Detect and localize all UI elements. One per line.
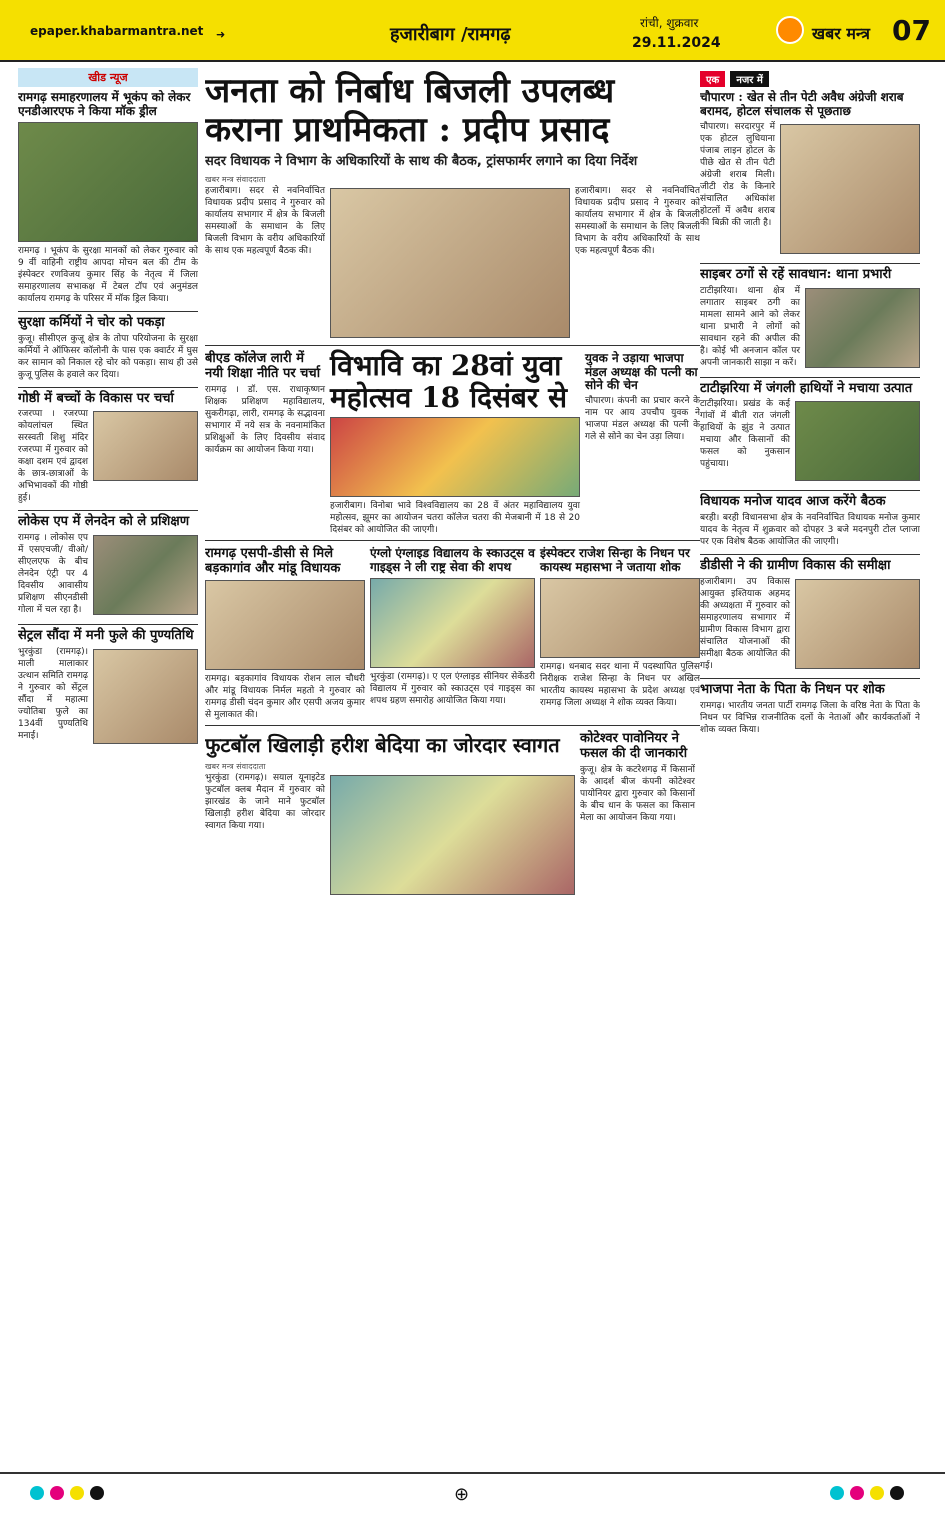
cursor-icon: ➜ xyxy=(216,28,226,41)
site-url[interactable]: epaper.khabarmantra.net xyxy=(30,24,204,38)
brand-logo-icon xyxy=(776,16,804,44)
story-body: बरही। बरही विधानसभा क्षेत्र के नवनिर्वाचित विधायक मनोज कुमार यादव के नेतृत्व में शुक्रवार को दोपहर 3 बजे मदनपुरी टोल प्लाजा पर एक विशेष बैठक आयोजित की जाएगी। xyxy=(700,513,920,548)
story-body: रामगढ़ । डॉ. एस. राधाकृष्णन शिक्षक प्रशिक्षण महाविद्यालय, सुकरीगढ़ा, लारी, रामगढ़ के सद्भावना सभागार में नये सत्र के नवनामांकित प्रशिक्षुओं के लिए दिवसीय संवाद कार्यक्रम का आयोजन किया गया। xyxy=(205,384,325,455)
story-headline: लोकेस एप में लेनदेन को ले प्रशिक्षण xyxy=(18,514,190,530)
lead-headline[interactable]: जनता को निर्बाध बिजली उपलब्ध कराना प्राथमिकता : प्रदीप प्रसाद xyxy=(205,71,615,151)
story-photo xyxy=(805,288,920,368)
story-headline: फुटबॉल खिलाड़ी हरीश बेदिया का जोरदार स्वागत xyxy=(205,733,560,758)
story-headline: साइबर ठगों से रहें सावधान: थाना प्रभारी xyxy=(700,266,892,282)
story-photo xyxy=(330,775,575,895)
main-column xyxy=(205,68,700,1468)
story-photo xyxy=(18,122,198,242)
story-headline: एंग्लो एंग्लाइड विद्यालय के स्काउट्स व गाइड्स ने ली राष्ट्र सेवा की शपथ xyxy=(370,546,535,574)
footer-colorbar xyxy=(0,1472,945,1517)
color-dot xyxy=(890,1486,904,1500)
story-body: टाटीझरिया। थाना क्षेत्र में लगातार साइबर ठगी का मामला सामने आने को लेकर थाना प्रभारी ने लोगों को सावधान रहने की अपील की है। कोई भी अनजान कॉल पर अपनी जानकारी साझा न करें। xyxy=(700,285,800,368)
color-dot xyxy=(870,1486,884,1500)
story-photo xyxy=(93,649,198,744)
story-headline: सेट्रल सौंदा में मनी फुले की पुण्यतिथि xyxy=(18,628,194,644)
story-body: भुरकुंडा (रामगढ़)। माली मालाकार उत्थान समिति रामगढ़ ने गुरुवार को सेंट्रल सौंदा में महात्मा ज्योतिबा फुले का 134वीं पुण्यतिथि मनाई। xyxy=(18,647,88,742)
color-dot xyxy=(50,1486,64,1500)
page-number: 07 xyxy=(892,14,931,47)
story-headline: बीएड कॉलेज लारी में नयी शिक्षा नीति पर चर्चा xyxy=(205,350,321,381)
story-byline: खबर मन्त्र संवाददाता xyxy=(205,762,266,772)
story-bjp-condolence[interactable] xyxy=(700,683,920,736)
story-headline: विभावि का 28वां युवा महोत्सव 18 दिसंबर से xyxy=(330,348,567,414)
story-body: चौपारण। सरदारपुर में एक होटल लुधियाना पंजाब लाइन होटल के पीछे खेत से तीन पेटी अंग्रेजी शराब मिली। जीटी रोड के किनारे संचालित अधिकांश होटलों में अवैध शराब की बिक्री की जाती है। xyxy=(700,121,775,228)
story-body: रामगढ़ । भूकंप के सुरक्षा मानकों को लेकर गुरुवार को 9 वीं वाहिनी राष्ट्रीय आपदा मोचन बल की टीम के इंस्पेक्टर रणविजय कुमार सिंह के नेतृत्व में जिला समाहरणालय सभाकक्ष में टेबल टॉप एवं अनुमंडल कार्यालय रामगढ़ के परिसर में मॉक ड्रिल किया। xyxy=(18,245,198,304)
city-day: रांची, शुक्रवार xyxy=(640,16,699,30)
story-scouts[interactable] xyxy=(370,545,535,721)
story-headline: गोष्ठी में बच्चों के विकास पर चर्चा xyxy=(18,390,174,406)
story-headline: रामगढ़ एसपी-डीसी से मिले बड़कागांव और मांडू विधायक xyxy=(205,546,341,577)
story-photo xyxy=(795,579,920,669)
lead-body: हजारीबाग। सदर से नवनिर्वाचित विधायक प्रदीप प्रसाद ने गुरुवार को कार्यालय सभागार में क्षेत्र के बिजली समस्याओं के समाधान के लिए बिजली विभाग के वरीय अधिकारियों के साथ एक महत्वपूर्ण बैठक की। xyxy=(205,185,325,256)
story-ddc-review[interactable] xyxy=(700,559,920,672)
masthead xyxy=(0,0,945,62)
story-photo xyxy=(540,578,700,658)
story-body: कुजू। सीसीएल कुजू क्षेत्र के तोपा परियोजना के सुरक्षा कर्मियों ने ऑफिसर कॉलोनी के पास एक क्वार्टर में घुस कर सामान को निकाल रहे चोर को पकड़ा। साथ ही उसे कुजू पुलिस के हवाले कर दिया। xyxy=(18,333,198,380)
story-chain-snatching[interactable] xyxy=(585,350,700,536)
story-elephants[interactable] xyxy=(700,382,920,485)
lead-photo xyxy=(330,188,570,338)
story-body: रामगढ़। भारतीय जनता पार्टी रामगढ़ जिला के वरिष्ठ नेता के पिता के निधन पर विभिन्न राजनीतिक दलों के नेताओं और कार्यकर्ताओं ने शोक व्यक्त किया। xyxy=(700,701,920,736)
story-body: रामगढ़ । लोकोस एप में एसएचजी/ वीओ/ सीएलएफ के बीच लेनदेन एंट्री पर 4 दिवसीय आवासीय प्रशिक्षण सीएनडीसी गोला में चल रहा है। xyxy=(18,533,88,616)
story-headline: कोटेश्वर पावोनियर ने फसल की दी जानकारी xyxy=(580,731,688,761)
registration-mark-icon: ⊕ xyxy=(454,1484,470,1505)
story-headline: सुरक्षा कर्मियों ने चोर को पकड़ा xyxy=(18,314,165,330)
story-youth-festival[interactable] xyxy=(330,350,580,536)
story-body: रामगढ़। धनबाद सदर थाना में पदस्थापित पुलिस निरीक्षक राजेश सिन्हा के निधन पर अखिल भारतीय कायस्थ महासभा के प्रदेश अध्यक्ष एवं रामगढ़ जिला अध्यक्ष ने शोक व्यक्त किया। xyxy=(540,661,700,708)
right-column xyxy=(700,68,920,1468)
lead-subhead: सदर विधायक ने विभाग के अधिकारियों के साथ की बैठक, ट्रांसफार्मर लगाने का दिया निर्देश xyxy=(205,154,638,170)
story-body: चौपारण। कंपनी का प्रचार करने के नाम पर आय उपचौप युवक ने भाजपा मंडल अध्यक्ष की पत्नी के गले से सोने का चेन उड़ा लिया। xyxy=(585,396,700,443)
nazar-tag: नजर में xyxy=(730,71,769,87)
story-seed-company[interactable] xyxy=(580,730,695,898)
section-title: हजारीबाग /रामगढ़ xyxy=(390,24,511,45)
story-mla-meeting[interactable] xyxy=(205,545,365,721)
brand-name: खबर मन्त्र xyxy=(812,24,870,43)
story-headline: टाटीझरिया में जंगली हाथियों ने मचाया उत्पात xyxy=(700,380,913,396)
story-photo xyxy=(780,124,920,254)
story-body: हजारीबाग। विनोबा भावे विश्वविद्यालय का 28 वें अंतर महाविद्यालय युवा महोत्सव, झूमर का आयोजन चतरा कॉलेज चतरा की मेजबानी में 18 से 20 दिसंबर को आयोजित की जाएगी। xyxy=(330,501,580,536)
story-headline: रामगढ़ समाहरणालय में भूकंप को लेकर एनडीआरएफ ने किया मॉक ड्रील xyxy=(18,90,191,118)
color-dot xyxy=(830,1486,844,1500)
story-headline: डीडीसी ने की ग्रामीण विकास की समीक्षा xyxy=(700,558,891,574)
story-liquor-seized[interactable] xyxy=(700,91,920,257)
color-dot xyxy=(90,1486,104,1500)
story-footballer[interactable] xyxy=(205,730,575,898)
story-seminar[interactable] xyxy=(18,392,198,505)
story-body: हजारीबाग। उप विकास आयुक्त इश्तियाक अहमद की अध्यक्षता में गुरुवार को समाहरणालय सभागार में ग्रामीण विकास विभाग द्वारा संचालित योजनाओं की समीक्षा बैठक आयोजित की गई। xyxy=(700,577,790,672)
story-headline: इंस्पेक्टर राजेश सिन्हा के निधन पर कायस्थ महासभा ने जताया शोक xyxy=(540,546,690,574)
color-dot xyxy=(30,1486,44,1500)
story-bed-college[interactable] xyxy=(205,350,325,536)
story-phule[interactable] xyxy=(18,629,198,747)
lead-byline: खबर मन्त्र संवाददाता xyxy=(205,174,266,184)
color-dot xyxy=(850,1486,864,1500)
story-thief-caught[interactable] xyxy=(18,316,198,381)
story-photo xyxy=(795,401,920,481)
story-photo xyxy=(330,417,580,497)
story-photo xyxy=(205,580,365,670)
story-body: रामगढ़। बड़कागांव विधायक रोशन लाल चौधरी और मांडू विधायक निर्मल महतो ने गुरुवार को रामगढ़ डीसी चंदन कुमार और एसपी अजय कुमार से मुलाकात की। xyxy=(205,674,365,721)
color-dot xyxy=(70,1486,84,1500)
story-headline: भाजपा नेता के पिता के निधन पर शोक xyxy=(700,682,885,698)
story-headline: युवक ने उड़ाया भाजपा मंडल अध्यक्ष की पत्नी का सोने की चेन xyxy=(585,350,698,393)
story-inspector-obit[interactable] xyxy=(540,545,700,721)
left-column xyxy=(18,68,198,1468)
story-photo xyxy=(93,411,198,481)
story-body: भुरकुंडा (रामगढ़)। सयाल यूनाइटेड फुटबॉल क्लब मैदान में गुरुवार को झारखंड के जाने माने फुटबॉल खिलाड़ी हरीश बेदिया का जोरदार स्वागत किया गया। xyxy=(205,773,325,832)
story-body: भुरकुंडा (रामगढ़)। ए एल एंग्लाइड सीनियर सेकेंडरी विद्यालय में गुरुवार को स्काउट्स एवं गाइड्स का शपथ ग्रहण समारोह आयोजित किया गया। xyxy=(370,671,535,706)
lead-body-continued: हजारीबाग। सदर से नवनिर्वाचित विधायक प्रदीप प्रसाद ने गुरुवार को कार्यालय सभागार में क्षेत्र के बिजली समस्याओं के समाधान के लिए बिजली विभाग के वरीय अधिकारियों के साथ एक महत्वपूर्ण बैठक की। xyxy=(575,185,700,256)
story-lokos-app[interactable] xyxy=(18,515,198,618)
story-cyber-fraud[interactable] xyxy=(700,268,920,371)
story-headline: चौपारण : खेत से तीन पेटी अवैध अंग्रेजी शराब बरामद, होटल संचालक से पूछताछ xyxy=(700,90,904,118)
story-mla-meeting-barhi[interactable] xyxy=(700,495,920,548)
story-headline: विधायक मनोज यादव आज करेंगे बैठक xyxy=(700,494,886,510)
story-mock-drill[interactable] xyxy=(18,91,198,305)
ek-tag: एक xyxy=(700,71,725,87)
story-photo xyxy=(370,578,535,668)
story-body: टाटीझरिया। प्रखंड के कई गांवों में बीती रात जंगली हाथियों के झुंड ने उत्पात मचाया और किसानों की फसल को नुकसान पहुंचाया। xyxy=(700,399,790,470)
edition-date: 29.11.2024 xyxy=(632,35,721,51)
section-tag: खीड न्यूज xyxy=(18,68,198,87)
story-body: रजरप्पा । रजरप्पा कोयलांचल स्थित सरस्वती शिशु मंदिर रजरप्पा में गुरुवार को कक्षा दशम एवं द्वादश के छात्र-छात्राओं के अभिभावकों की गोष्ठी हुई। xyxy=(18,409,88,504)
story-body: कुजू। क्षेत्र के कटरेशगढ़ में किसानों के आदर्श बीज कंपनी कोटेश्वर पायोनियर द्वारा गुरुवार को किसानों के बीच धान के फसल का किसान मेला का आयोजन किया गया। xyxy=(580,764,695,823)
story-photo xyxy=(93,535,198,615)
